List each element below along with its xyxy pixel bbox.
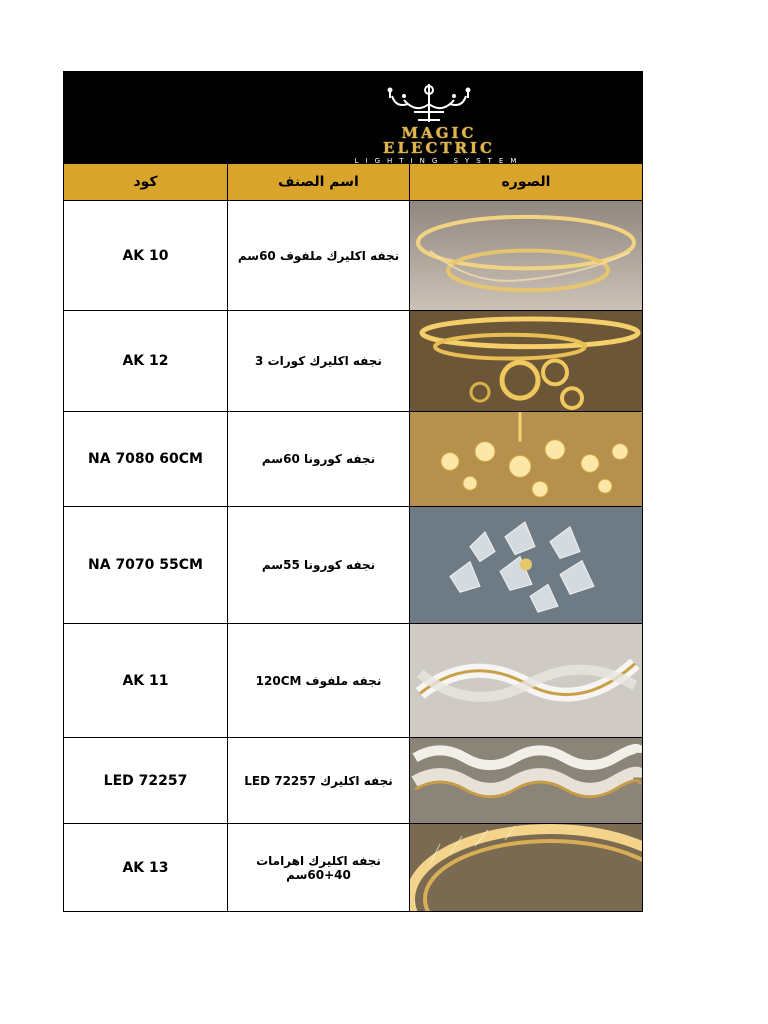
row-name: نجفه ملفوف 120CM [228,624,410,737]
row-name: نجفه اكليرك اهرامات 40+60سم [228,824,410,911]
row-code: AK 13 [64,824,228,911]
row-code: AK 11 [64,624,228,737]
row-name: نجفه كورونا 55سم [228,507,410,623]
crystal-flower-chandelier-image [410,507,642,623]
table-row [64,624,642,738]
header-image: الصوره [501,174,551,190]
chandelier-logo-icon [374,82,484,126]
table-row [64,311,642,412]
brand-banner [64,71,642,163]
table-row [64,201,642,311]
table-row [64,824,642,911]
row-code: LED 72257 [64,738,228,823]
price-list-table [63,71,643,912]
brand-logo [304,82,574,165]
crystal-ring-chandelier-image [410,824,642,911]
row-name: نجفه اكليرك ملفوف 60سم [228,201,410,310]
header-name: اسم الصنف [228,164,410,200]
header-code: كود [64,164,228,200]
ring-chandelier-image [410,201,642,310]
twisted-wave-chandelier-image [410,624,642,737]
row-code: AK 10 [64,201,228,310]
table-row [64,507,642,624]
row-name: نجفه اكليرك LED 72257 [228,738,410,823]
table-row [64,412,642,507]
row-name: نجفه اكليرك كورات 3 [228,311,410,411]
brand-name-line2: ELECTRIC [383,139,495,157]
brand-name-line1: MAGIC [401,124,477,142]
table-header [64,163,642,201]
table-row [64,738,642,824]
row-name: نجفه كورونا 60سم [228,412,410,506]
brand-tagline: LIGHTING SYSTEM [354,157,524,165]
triple-ring-chandelier-image [410,311,642,411]
row-code: AK 12 [64,311,228,411]
row-code: NA 7080 60CM [64,412,228,506]
wavy-linear-chandelier-image [410,738,642,823]
gold-flower-chandelier-image [410,412,642,506]
row-code: NA 7070 55CM [64,507,228,623]
